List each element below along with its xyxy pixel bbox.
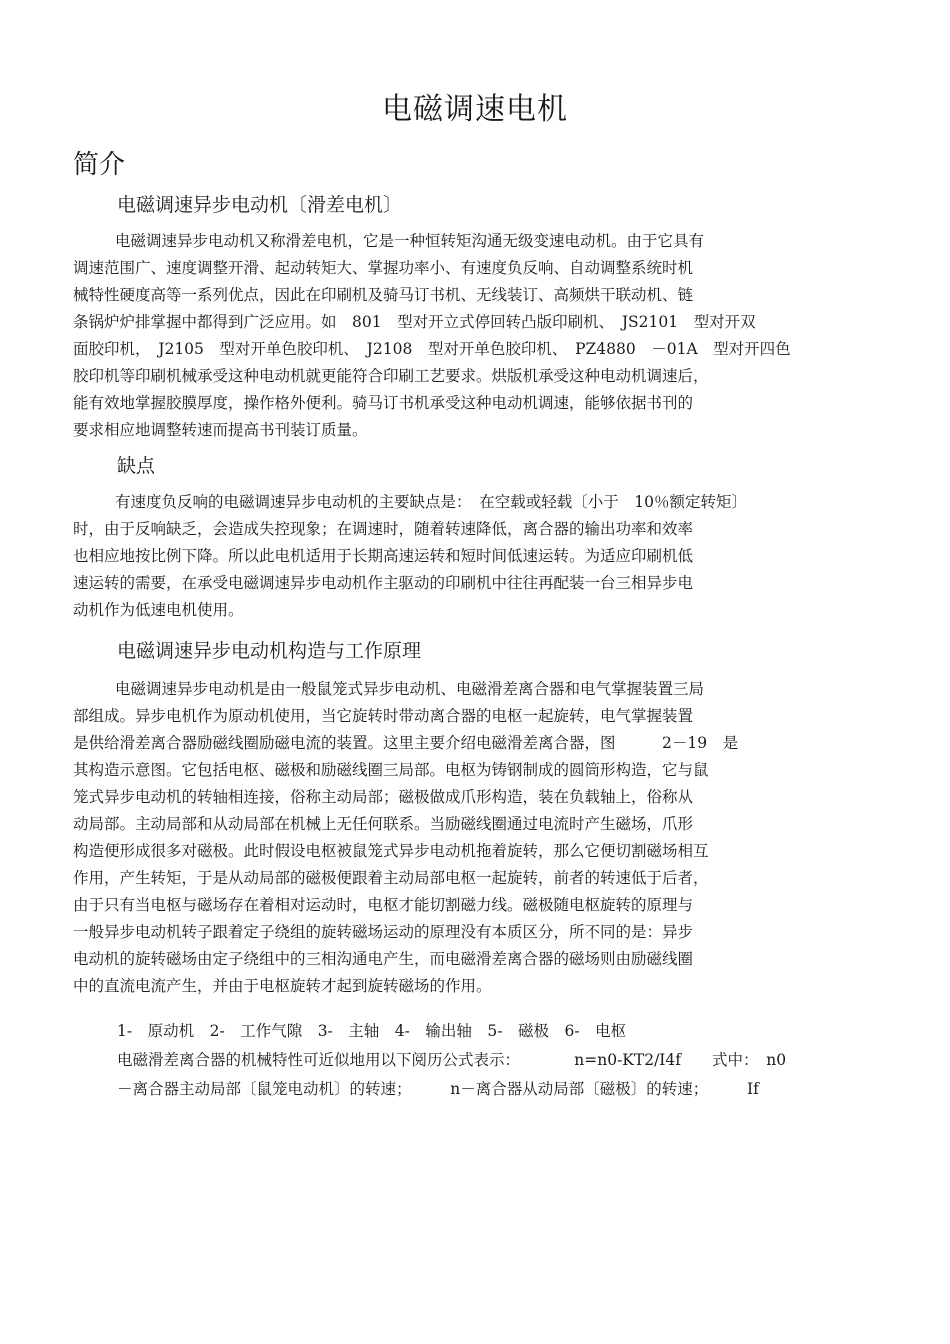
section-heading-drawbacks: 缺点 xyxy=(117,455,156,477)
text-line: 其构造示意图。它包括电枢、磁极和励磁线圈三局部。电枢为铸钢制成的圆筒形构造，它与鼠 xyxy=(73,761,709,779)
text-line: 动机作为低速电机使用。 xyxy=(73,601,244,619)
text-line: 电磁调速异步电动机又称滑差电机，它是一种恒转矩沟通无级变速电动机。由于它具有 xyxy=(115,232,705,250)
text-line: 有速度负反响的电磁调速异步电动机的主要缺点是： 在空载或轻载〔小于 10％额定转矩〕 xyxy=(115,493,747,511)
section-heading-intro: 简介 xyxy=(73,150,126,180)
figure-legend: 1- 原动机 2- 工作气隙 3- 主轴 4- 输出轴 5- 磁极 6- 电枢 xyxy=(117,1022,627,1040)
text-line: 一般异步电动机转子跟着定子绕组的旋转磁场运动的原理没有本质区分，所不同的是：异步 xyxy=(73,923,694,941)
text-line: 调速范围广、速度调整开滑、起动转矩大、掌握功率小、有速度负反响、自动调整系统时机 xyxy=(73,259,694,277)
text-line: 电磁滑差离合器的机械特性可近似地用以下阅历公式表示： n=n0-KT2/I4f 式中： n0 xyxy=(117,1051,787,1069)
text-line: 由于只有当电枢与磁场存在着相对运动时，电枢才能切割磁力线。磁极随电枢旋转的原理与 xyxy=(73,896,694,914)
paragraph-intro xyxy=(73,228,903,444)
text-line: 也相应地按比例下降。所以此电机适用于长期高速运转和短时间低速运转。为适应印刷机低 xyxy=(73,547,694,565)
text-line: 中的直流电流产生，并由于电枢旋转才起到旋转磁场的作用。 xyxy=(73,977,492,995)
text-line: 电磁调速异步电动机是由一般鼠笼式异步电动机、电磁滑差离合器和电气掌握装置三局 xyxy=(115,680,705,698)
text-line: 械特性硬度高等一系列优点，因此在印刷机及骑马订书机、无线装订、高频烘干联动机、链 xyxy=(73,286,694,304)
text-line: 部组成。异步电机作为原动机使用，当它旋转时带动离合器的电枢一起旋转，电气掌握装置 xyxy=(73,707,694,725)
text-line: 要求相应地调整转速而提高书刊装订质量。 xyxy=(73,421,368,439)
section-heading-slip-motor: 电磁调速异步电动机〔滑差电机〕 xyxy=(117,194,403,216)
text-line: 时，由于反响缺乏，会造成失控现象；在调速时，随着转速降低，离合器的输出功率和效率 xyxy=(73,520,694,538)
text-line: 面胶印机， J2105 型对开单色胶印机、 J2108 型对开单色胶印机、 PZ4880 －01A 型对开四色 xyxy=(73,340,791,358)
text-line: －离合器主动局部〔鼠笼电动机〕的转速； n－离合器从动局部〔磁极〕的转速； If xyxy=(117,1080,759,1098)
text-line: 笼式异步电动机的转轴相连接，俗称主动局部；磁极做成爪形构造，装在负载轴上，俗称从 xyxy=(73,788,694,806)
text-line: 电动机的旋转磁场由定子绕组中的三相沟通电产生，而电磁滑差离合器的磁场则由励磁线圈 xyxy=(73,950,694,968)
text-line: 动局部。主动局部和从动局部在机械上无任何联系。当励磁线圈通过电流时产生磁场，爪形 xyxy=(73,815,694,833)
document-title: 电磁调速电机 xyxy=(382,92,568,127)
text-line: 构造便形成很多对磁极。此时假设电枢被鼠笼式异步电动机拖着旋转，那么它便切割磁场相互 xyxy=(73,842,709,860)
text-line: 作用，产生转矩，于是从动局部的磁极便跟着主动局部电枢一起旋转，前者的转速低于后者， xyxy=(73,869,709,887)
text-line: 胶印机等印刷机械承受这种电动机就更能符合印刷工艺要求。烘版机承受这种电动机调速后， xyxy=(73,367,709,385)
text-line: 速运转的需要，在承受电磁调速异步电动机作主驱动的印刷机中往往再配装一台三相异步电 xyxy=(73,574,694,592)
formula-paragraph xyxy=(117,1046,907,1104)
paragraph-drawbacks xyxy=(73,489,903,624)
text-line: 条锅炉炉排掌握中都得到广泛应用。如 801 型对开立式停回转凸版印刷机、 JS2101 型对开双 xyxy=(73,313,756,331)
text-line: 是供给滑差离合器励磁线圈励磁电流的装置。这里主要介绍电磁滑差离合器，图 2－19 是 xyxy=(73,734,739,752)
section-heading-structure: 电磁调速异步电动机构造与工作原理 xyxy=(117,640,422,662)
paragraph-structure xyxy=(73,676,903,1000)
text-line: 能有效地掌握胶膜厚度，操作格外便利。骑马订书机承受这种电动机调速，能够依据书刊的 xyxy=(73,394,694,412)
